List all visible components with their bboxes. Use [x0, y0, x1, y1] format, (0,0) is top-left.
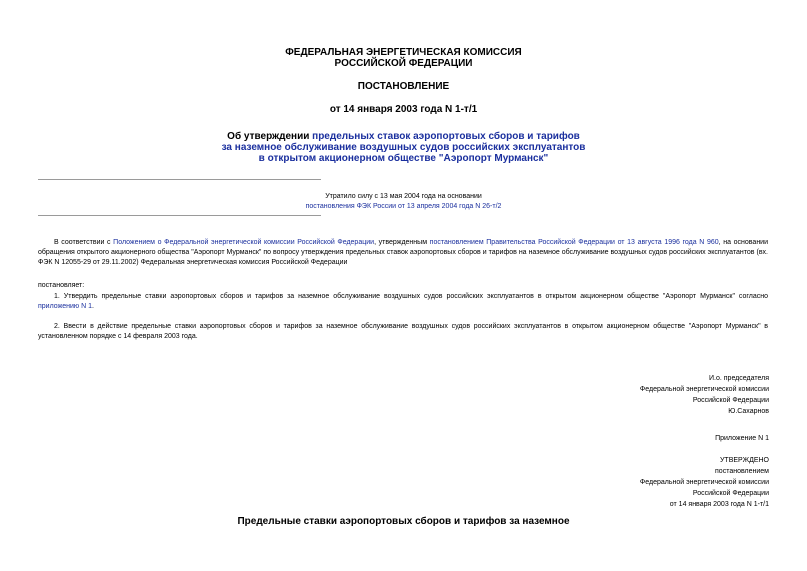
- item1-end: .: [92, 303, 94, 310]
- signature-name: Ю.Сахарнов: [728, 408, 769, 415]
- appendix-label: [715, 433, 769, 444]
- approval-by: постановлением: [715, 468, 769, 475]
- item1-text: 1. Утвердить предельные ставки аэропортовых сборов и тарифов за наземное обслуживание воздушных судов российских эксплуатантов в открытом акционерном обществе "Аэропорт Мурманск" согласно: [54, 293, 768, 300]
- item-2-paragraph: 2. Ввести в действие предельные ставки аэропортовых сборов и тарифов за наземное обслуживание воздушных судов российских эксплуатантов в открытом акционерном обществе "Аэропорт Мурманск" в установленном порядке с 14 февраля 2003 года.: [38, 323, 768, 340]
- header-federation: РОССИЙСКОЙ ФЕДЕРАЦИИ: [334, 58, 473, 69]
- lost-force-note: Утратило силу с 13 мая 2004 года на основании: [325, 193, 482, 200]
- document-type: ПОСТАНОВЛЕНИЕ: [357, 81, 450, 92]
- title-link-line3[interactable]: в открытом акционерном обществе "Аэропорт Мурманск": [258, 153, 549, 164]
- separator-top: [38, 179, 321, 180]
- decides-label: постановляет:: [38, 282, 85, 289]
- lost-force-basis: [0, 202, 807, 212]
- title-link-line1[interactable]: предельных ставок аэропортовых сборов и тарифов: [312, 131, 580, 142]
- title-prefix: Об утверждении: [227, 131, 313, 142]
- preamble-paragraph: [38, 238, 768, 268]
- signature-line2: Федеральной энергетической комиссии: [639, 386, 769, 393]
- approval-approved: УТВЕРЖДЕНО: [719, 457, 769, 464]
- signature-line1: И.о. председателя: [709, 375, 769, 382]
- separator-bottom: [38, 215, 321, 216]
- regulation-link[interactable]: Положением о Федеральной энергетической комиссии Российской Федерации: [113, 239, 375, 246]
- preamble-part1: В соответствии с: [54, 239, 114, 246]
- signature-line3: Российской Федерации: [692, 397, 769, 404]
- header-commission: ФЕДЕРАЛЬНАЯ ЭНЕРГЕТИЧЕСКАЯ КОМИССИЯ: [285, 47, 522, 58]
- document-title-line3: [0, 153, 807, 165]
- signature-block: [640, 373, 769, 417]
- decree-link[interactable]: постановлением Правительства Российской Федерации от 13 августа 1996 года N 960: [429, 239, 719, 246]
- approval-federation: Российской Федерации: [692, 490, 769, 497]
- title-link-line2[interactable]: за наземное обслуживание воздушных судов российских эксплуатантов: [221, 142, 586, 153]
- approval-date: от 14 января 2003 года N 1-т/1: [669, 501, 769, 508]
- basis-link[interactable]: постановления ФЭК России от 13 апреля 2004 года N 26-т/2: [305, 203, 502, 210]
- preamble-part2: , утвержденным: [374, 239, 430, 246]
- appendix-link[interactable]: приложению N 1: [38, 303, 93, 310]
- document-date-number: от 14 января 2003 года N 1-т/1: [329, 104, 478, 115]
- preamble-part3: , на основании обращения открытого акционерного общества "Аэропорт Мурманск" по вопросу утверждения предельных ставок аэропортовых сборов и тарифов на наземное обслуживание воздушных судов российских эксплуатантов (вх. ФЭК N 12055-29 от 29.11.2002) Федеральная энергетическая комиссия Российской Федерации: [38, 239, 769, 266]
- approval-block: [640, 455, 769, 510]
- appendix-title: Предельные ставки аэропортовых сборов и тарифов за наземное: [237, 516, 570, 527]
- appendix-number: Приложение N 1: [715, 435, 769, 442]
- approval-commission: Федеральной энергетической комиссии: [639, 479, 769, 486]
- item-1-paragraph: [38, 292, 768, 312]
